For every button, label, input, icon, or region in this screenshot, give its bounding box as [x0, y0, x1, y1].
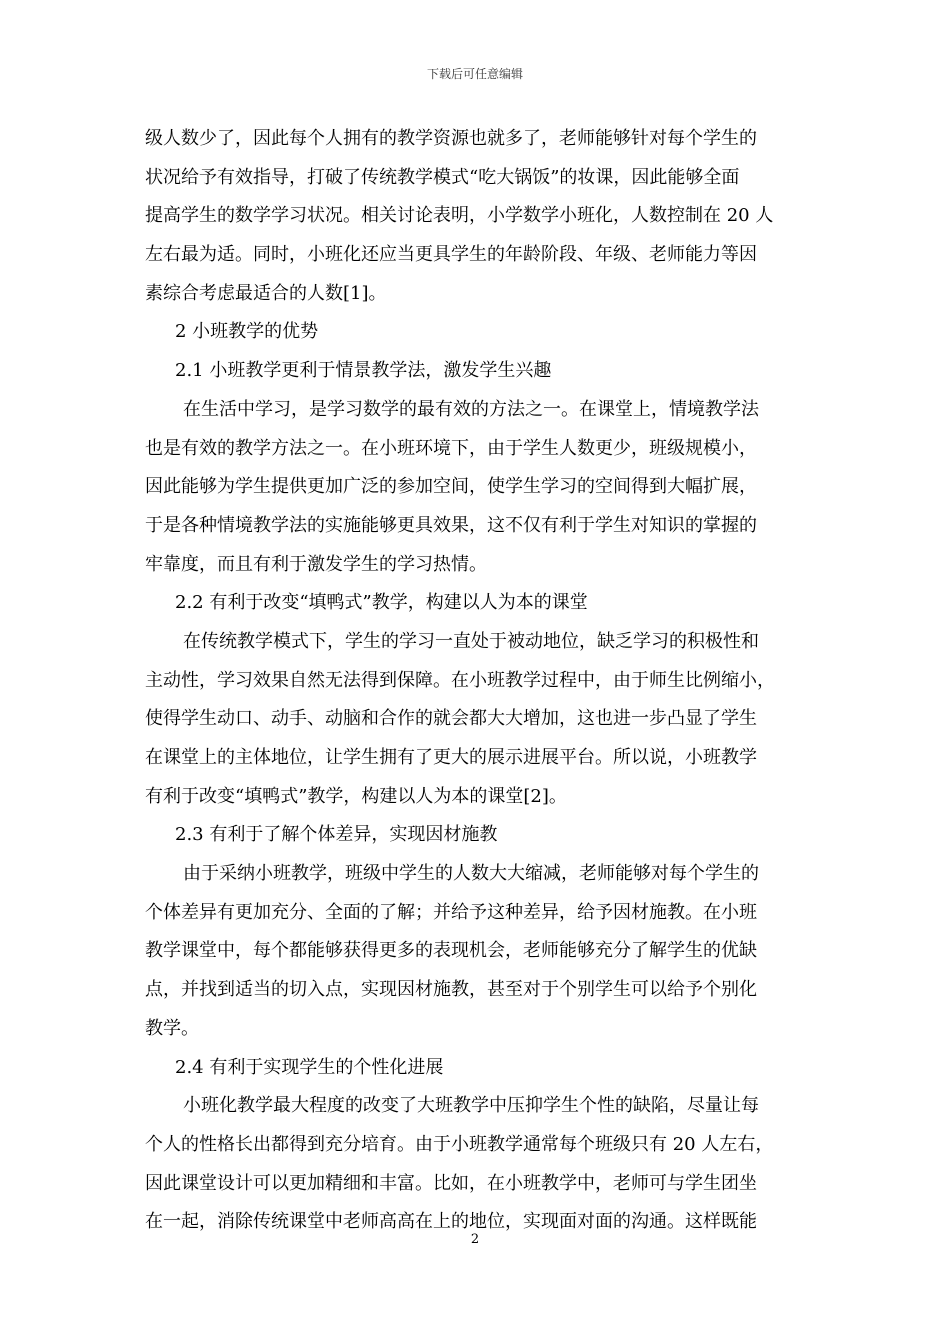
- section-heading: 2 小班教学的优势: [175, 321, 319, 343]
- paragraph-line: 主动性，学习效果自然无法得到保障。在小班教学过程中，由于师生比例缩小，: [145, 669, 775, 691]
- paragraph-line: 点，并找到适当的切入点，实现因材施教，甚至对于个别学生可以给予个别化: [145, 979, 757, 1001]
- paragraph-line: 教学。: [145, 1017, 199, 1039]
- paragraph-line: 因此能够为学生提供更加广泛的参加空间，使学生学习的空间得到大幅扩展，: [145, 476, 757, 498]
- paragraph-line: 教学课堂中，每个都能够获得更多的表现机会，老师能够充分了解学生的优缺: [145, 940, 757, 962]
- page-number: 2: [470, 1232, 480, 1247]
- paragraph-line: 状况给予有效指导，打破了传统教学模式“吃大锅饭”的妆课，因此能够全面: [145, 166, 740, 188]
- paragraph-line: 在课堂上的主体地位，让学生拥有了更大的展示进展平台。所以说，小班教学: [145, 747, 757, 768]
- section-heading: 2.3 有利于了解个体差异，实现因材施教: [175, 824, 498, 846]
- paragraph-line: 级人数少了，因此每个人拥有的教学资源也就多了，老师能够针对每个学生的: [145, 128, 757, 149]
- paragraph-line: 因此课堂设计可以更加精细和丰富。比如，在小班教学中，老师可与学生团坐: [145, 1172, 757, 1194]
- paragraph-line: 也是有效的教学方法之一。在小班环境下，由于学生人数更少，班级规模小，: [145, 437, 757, 459]
- paragraph-line: 小班化教学最大程度的改变了大班教学中压抑学生个性的缺陷，尽量让每: [183, 1095, 759, 1117]
- paragraph-line: 由于采纳小班教学，班级中学生的人数大大缩减，老师能够对每个学生的: [183, 863, 759, 885]
- paragraph-line: 在传统教学模式下，学生的学习一直处于被动地位，缺乏学习的积极性和: [183, 630, 759, 652]
- paragraph-line: 有利于改变“填鸭式”教学，构建以人为本的课堂[2]。: [145, 785, 567, 807]
- section-heading: 2.2 有利于改变“填鸭式”教学，构建以人为本的课堂: [175, 592, 588, 614]
- section-heading: 2.4 有利于实现学生的个性化进展: [175, 1056, 444, 1078]
- paragraph-line: 于是各种情境教学法的实施能够更具效果，这不仅有利于学生对知识的掌握的: [145, 514, 757, 536]
- section-heading: 2.1 小班教学更利于情景教学法，激发学生兴趣: [175, 360, 552, 382]
- paragraph-line: 素综合考虑最适合的人数[1]。: [145, 282, 387, 304]
- paragraph-line: 在生活中学习，是学习数学的最有效的方法之一。在课堂上，情境教学法: [183, 398, 759, 420]
- document-body: [145, 120, 810, 1242]
- paragraph-line: 在一起，消除传统课堂中老师高高在上的地位，实现面对面的沟通。这样既能: [145, 1211, 757, 1233]
- paragraph-line: 左右最为适。同时，小班化还应当更具学生的年龄阶段、年级、老师能力等因: [145, 244, 757, 266]
- paragraph-line: 牢靠度，而且有利于激发学生的学习热情。: [145, 553, 487, 575]
- page-header: 下载后可任意编辑: [426, 67, 523, 81]
- paragraph-line: 个体差异有更加充分、全面的了解；并给予这种差异，给予因材施教。在小班: [145, 901, 757, 923]
- paragraph-line: 个人的性格长出都得到充分培育。由于小班教学通常每个班级只有 20 人左右，: [145, 1133, 774, 1155]
- paragraph-line: 提高学生的数学学习状况。相关讨论表明，小学数学小班化，人数控制在 20 人: [145, 205, 774, 227]
- paragraph-line: 使得学生动口、动手、动脑和合作的就会都大大增加，这也进一步凸显了学生: [145, 708, 757, 730]
